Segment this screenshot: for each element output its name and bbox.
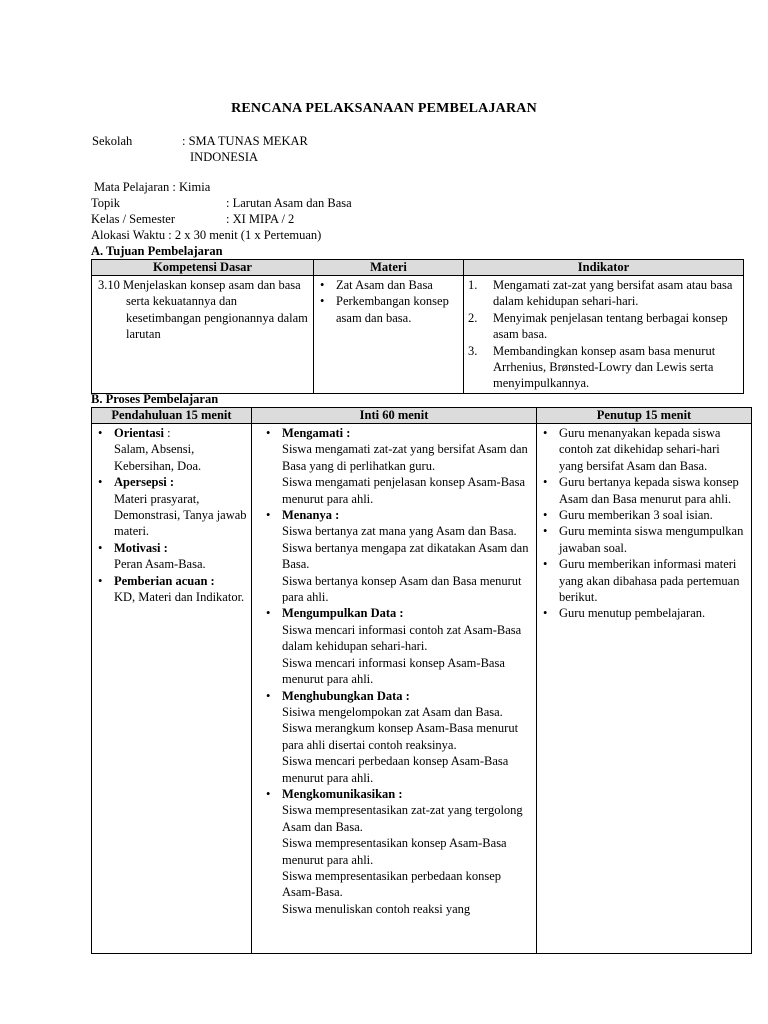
header-penutup: Penutup 15 menit (537, 408, 752, 424)
list-item: • Guru meminta siswa mengumpulkan jawaban soal. (543, 524, 744, 555)
list-item: • Guru bertanya kepada siswa konsep Asam dan Basa menurut para ahli. (543, 475, 739, 506)
proses-table (91, 407, 752, 954)
topik-value: : Larutan Asam dan Basa (226, 196, 352, 210)
materi-list (318, 277, 459, 326)
sekolah-value: : SMA TUNAS MEKAR (182, 134, 308, 148)
list-item: • Menanya : Siswa bertanya zat mana yang Asam dan Basa. Siswa bertanya mengapa zat dikatakan Asam dan Basa. Siswa bertanya konsep Asam dan Basa menurut para ahli. (266, 508, 529, 605)
kelas-label: Kelas / Semester (91, 212, 176, 226)
mata-pelajaran: Mata Pelajaran : Kimia (94, 180, 211, 194)
list-item: • Orientasi : Salam, Absensi, Kebersihan, Doa. (98, 426, 202, 473)
pendahuluan-list (96, 425, 247, 605)
bullet-icon: • (320, 294, 325, 309)
list-item: 2. Menyimak penjelasan tentang berbagai konsep asam basa. (468, 310, 728, 342)
list-item: 3. Membandingkan konsep asam basa menurut Arrhenius, Brønsted-Lowry dan Lewis serta menyimpulkannya. (468, 343, 716, 391)
bullet-icon: • (543, 557, 548, 572)
bullet-icon: • (543, 524, 548, 539)
bullet-icon: • (543, 426, 548, 440)
bullet-icon: • (543, 508, 548, 523)
document-title: RENCANA PELAKSANAAN PEMBELAJARAN (231, 101, 537, 116)
list-item: • Mengamati : Siswa mengamati zat-zat yang bersifat Asam dan Basa yang di perlihatkan guru. Siswa mengamati penjelasan konsep Asam-Basa menurut para ahli. (266, 426, 528, 506)
bullet-icon: • (266, 786, 271, 801)
list-item: • Pemberian acuan : KD, Materi dan Indikator. (98, 573, 245, 605)
list-item: • Zat Asam dan Basa (320, 278, 433, 292)
section-b-heading: B. Proses Pembelajaran (91, 392, 219, 406)
list-item: • Guru menanyakan kepada siswa contoh zat dikehidap sehari-hari yang bersifat Asam dan Basa. (543, 426, 721, 473)
header-kompetensi-dasar: Kompetensi Dasar (92, 260, 314, 276)
header-materi: Materi (314, 260, 464, 276)
bullet-icon: • (543, 475, 548, 490)
bullet-icon: • (266, 426, 271, 440)
sekolah-label: Sekolah (92, 134, 133, 148)
inti-list (256, 425, 532, 917)
bullet-icon: • (98, 540, 103, 555)
header-pendahuluan: Pendahuluan 15 menit (92, 408, 252, 424)
list-item: • Perkembangan konsep asam dan basa. (320, 294, 449, 325)
list-item: • Guru memberikan informasi materi yang akan dibahasa pada pertemuan berikut. (543, 557, 740, 605)
kelas-value: : XI MIPA / 2 (226, 212, 295, 226)
bullet-icon: • (266, 688, 271, 703)
alokasi-waktu: Alokasi Waktu : 2 x 30 menit (1 x Pertemuan) (91, 228, 322, 242)
bullet-icon: • (266, 606, 271, 621)
bullet-icon: • (266, 508, 271, 523)
bullet-icon: • (98, 573, 103, 588)
section-a-heading: A. Tujuan Pembelajaran (91, 244, 223, 258)
penutup-list (541, 425, 747, 622)
header-indikator: Indikator (464, 260, 744, 276)
list-item: • Guru memberikan 3 soal isian. (543, 508, 713, 523)
header-inti: Inti 60 menit (252, 408, 537, 424)
indikator-list (468, 277, 739, 392)
bullet-icon: • (320, 278, 325, 292)
list-item: • Menghubungkan Data : Sisiwa mengelompokan zat Asam dan Basa. Siswa merangkum konsep Asam-Basa menurut para ahli disertai contoh reaksinya. Siswa mencari perbedaan konsep Asam-Basa menurut para ahli. (266, 688, 519, 785)
sekolah-value-cont: INDONESIA (190, 150, 259, 164)
list-item: 1. Mengamati zat-zat yang bersifat asam atau basa dalam kehidupan sehari-hari. (468, 278, 733, 309)
bullet-icon: • (98, 475, 103, 490)
topik-label: Topik (91, 196, 120, 210)
list-item: • Mengumpulkan Data : Siswa mencari informasi contoh zat Asam-Basa dalam kehidupan sehari-hari. Siswa mencari informasi konsep Asam-Basa menurut para ahli. (266, 606, 522, 687)
kd-text: 3.10 Menjelaskan konsep asam dan basa serta kekuatannya dan kesetimbangan pengionannya dalam larutan (98, 278, 308, 342)
list-item: • Guru menutup pembelajaran. (543, 606, 706, 621)
bullet-icon: • (98, 426, 103, 440)
tujuan-table (91, 259, 744, 394)
list-item: • Mengkomunikasikan : Siswa mempresentasikan zat-zat yang tergolong Asam dan Basa. Siswa mempresentasikan konsep Asam-Basa menurut para ahli. Siswa mempresentasikan perbedaan konsep Asam-Basa. Siswa menuliskan contoh reaksi yang (266, 786, 523, 916)
bullet-icon: • (543, 606, 548, 621)
list-item: • Apersepsi : Materi prasyarat, Demonstrasi, Tanya jawab materi. (98, 475, 247, 539)
list-item: • Motivasi : Peran Asam-Basa. (98, 540, 206, 572)
